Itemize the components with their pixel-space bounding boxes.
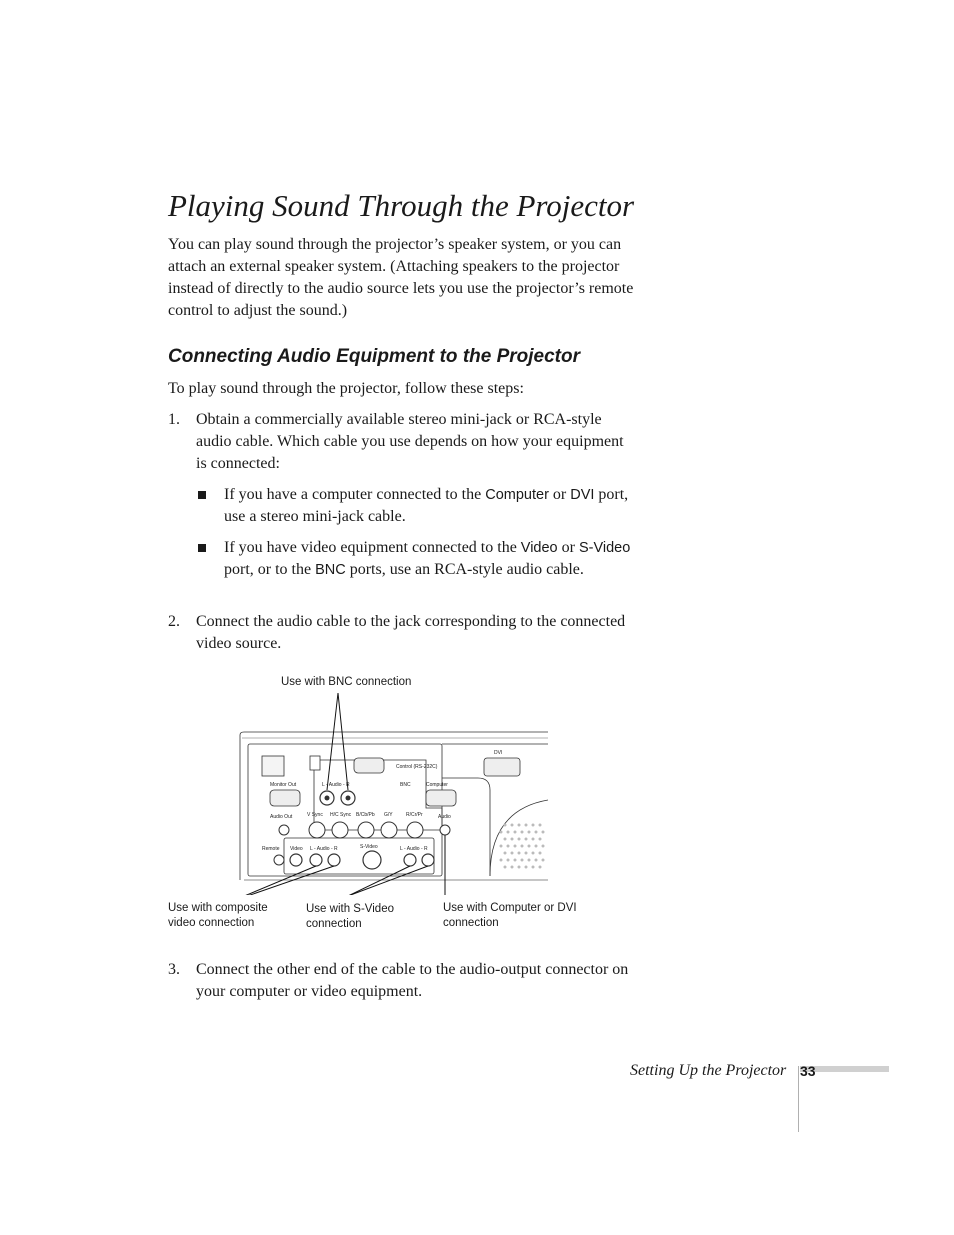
b-cb-pb-jack-icon: [358, 822, 374, 838]
label-audio-out: Audio Out: [270, 814, 293, 820]
label-audio: Audio: [438, 814, 451, 820]
footer-vertical-rule: [798, 1066, 799, 1132]
composite-audio-l-jack-icon: [310, 854, 322, 866]
label-bnc-audio: L - Audio - R: [322, 782, 350, 788]
label-g-y: G/Y: [384, 812, 393, 818]
section-heading: Connecting Audio Equipment to the Projector: [168, 346, 581, 367]
step-3: [168, 959, 634, 1003]
label-remote: Remote: [262, 846, 280, 852]
step-2: [168, 611, 634, 655]
step-number: 1.: [168, 411, 180, 428]
step-1: [168, 409, 634, 475]
callout-composite: Use with composite video connection: [168, 902, 268, 929]
label-video: Video: [290, 846, 303, 852]
callout-computer: Use with Computer or DVI connection: [443, 902, 577, 929]
v-sync-jack-icon: [309, 822, 325, 838]
speaker-grille-icon: [500, 824, 545, 869]
step-text: Obtain a commercially available stereo mini-jack or RCA-style audio cable. Which cable you use depends on how your equipment is connected:: [196, 411, 624, 472]
label-s-video: S-Video: [360, 844, 378, 850]
r-cr-pr-jack-icon: [407, 822, 423, 838]
label-computer: Computer: [426, 782, 448, 788]
svideo-audio-l-jack-icon: [404, 854, 416, 866]
dvi-port-icon: [484, 758, 520, 776]
s-video-jack-icon: [363, 851, 381, 869]
step-text: Connect the audio cable to the jack corresponding to the connected video source.: [196, 613, 626, 652]
monitor-out-port-icon: [270, 790, 300, 806]
bullet-computer: [196, 484, 634, 528]
svideo-audio-r-jack-icon: [422, 854, 434, 866]
audio-out-jack-icon: [279, 825, 289, 835]
usb-port-icon: [310, 756, 320, 770]
callout-bnc: Use with BNC connection: [281, 676, 412, 688]
label-dvi: DVI: [494, 750, 503, 756]
label-b-cb-pb: B/Cb/Pb: [356, 812, 375, 818]
step-text: Connect the other end of the cable to the audio-output connector on your computer or video equipment.: [196, 961, 629, 1000]
bullet-text: If you have video equipment connected to the Video or S-Video port, or to the BNC ports, use an RCA-style audio cable.: [224, 539, 631, 578]
dvi-port-label: DVI: [570, 487, 595, 503]
callout-svideo: Use with S-Video connection: [306, 903, 394, 930]
intro-paragraph: You can play sound through the projector’s speaker system, or you can attach an external speaker system. (Attaching speakers to the projector instead of directly to the audio source lets you use the projector’s remote control to adjust the sound.): [168, 236, 634, 319]
label-v-sync: V Sync: [307, 812, 323, 818]
label-composite-audio: L - Audio - R: [310, 846, 338, 852]
svideo-port-label: S-Video: [578, 540, 631, 556]
computer-audio-jack-icon: [440, 825, 450, 835]
label-monitor-out: Monitor Out: [270, 782, 297, 788]
label-control: Control (RS-232C): [396, 764, 438, 770]
lead-paragraph: To play sound through the projector, follow these steps:: [168, 380, 524, 397]
bullet-square-icon: [198, 491, 206, 499]
label-bnc: BNC: [400, 782, 411, 788]
bullet-video: [196, 537, 634, 581]
video-port-label: Video: [520, 540, 558, 556]
step-number: 3.: [168, 961, 180, 978]
video-jack-icon: [290, 854, 302, 866]
remote-jack-icon: [274, 855, 284, 865]
footer-section-title: Setting Up the Projector: [630, 1062, 787, 1079]
label-hc-sync: H/C Sync: [330, 812, 352, 818]
computer-port-icon: [426, 790, 456, 806]
label-r-cr-pr: R/Cr/Pr: [406, 812, 423, 818]
bnc-port-label: BNC: [315, 562, 346, 578]
hc-sync-jack-icon: [332, 822, 348, 838]
g-y-jack-icon: [381, 822, 397, 838]
control-port-icon: [354, 758, 384, 773]
connector-panel-diagram: [160, 660, 560, 895]
page-title: Playing Sound Through the Projector: [168, 186, 642, 226]
label-svideo-audio: L - Audio - R: [400, 846, 428, 852]
page-number: 33: [800, 1063, 816, 1079]
network-port-icon: [262, 756, 284, 776]
step-number: 2.: [168, 613, 180, 630]
computer-port-label: Computer: [485, 487, 549, 503]
composite-audio-r-jack-icon: [328, 854, 340, 866]
bullet-square-icon: [198, 544, 206, 552]
bullet-text: If you have a computer connected to the Computer or DVI port, use a stereo mini-jack cable.: [224, 486, 629, 525]
